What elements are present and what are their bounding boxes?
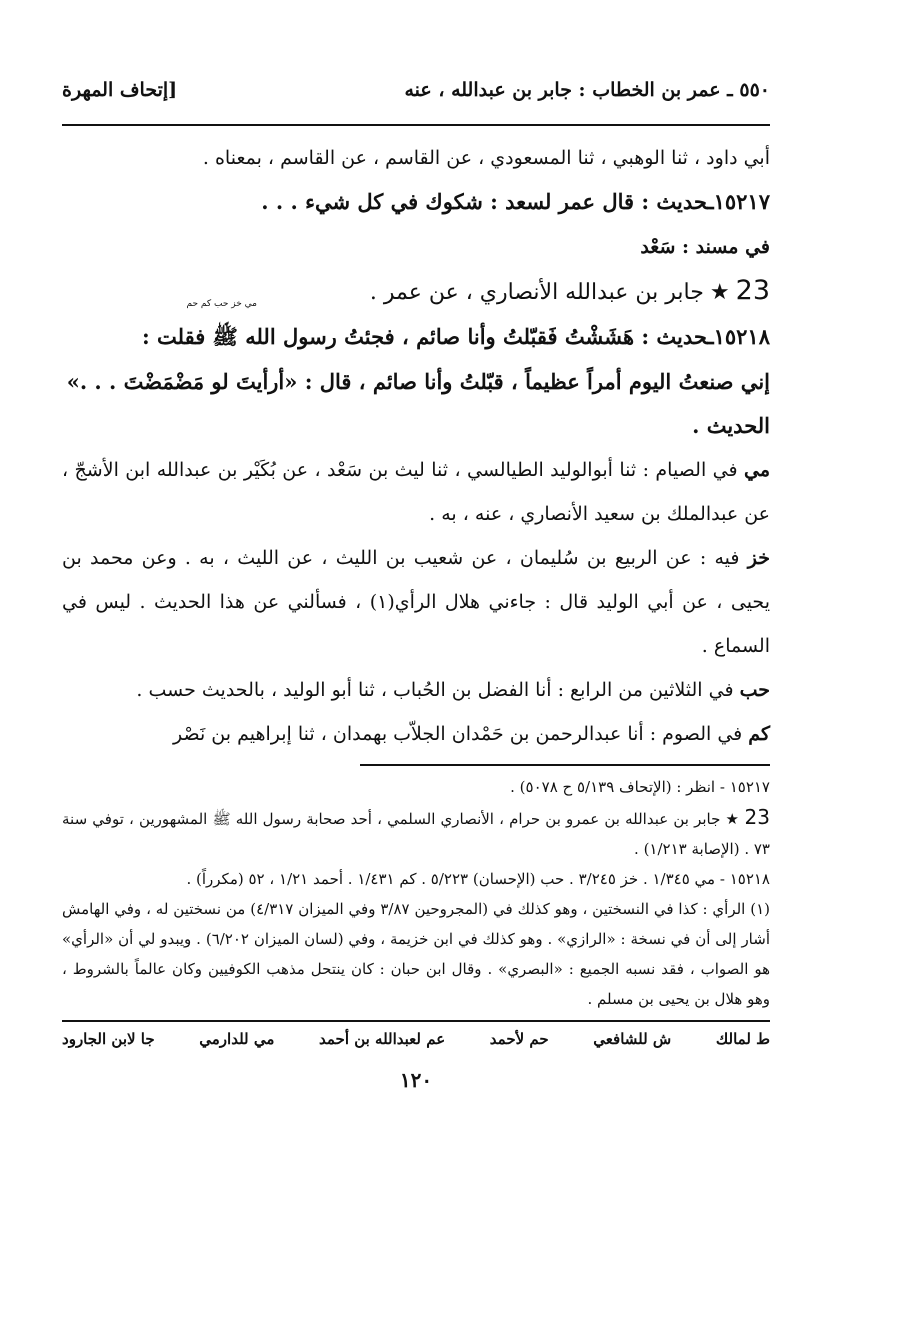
header-left: [إتحاف المهرة: [62, 79, 178, 101]
footnote-rule: [360, 764, 770, 766]
source-mi: [62, 448, 770, 536]
hadith-number: ١٥٢١٨: [713, 324, 770, 349]
source-text: في الصيام : ثنا أبوالوليد الطيالسي ، ثنا ليث بن سَعْد ، عن بُكَيْر بن عبدالله ابن الأشجّ ، عن عبدالملك بن سعيد الأنصاري ، عنه ، به .: [62, 459, 770, 525]
abbr-item: ش للشافعي: [593, 1030, 672, 1048]
hadith-text: ـحديث : هَشَشْتُ فَقبّلتُ وأنا صائم ، فجئتُ رسول الله ﷺ فقلت :: [141, 324, 714, 349]
header-rule: [62, 124, 770, 126]
hadith-15218-end: الحديث .: [692, 413, 770, 438]
running-header: [62, 70, 770, 110]
musnad-line: في مسند : سَعْد: [640, 236, 770, 258]
hadith-number: ١٥٢١٧: [713, 189, 770, 214]
footnote-23: [62, 802, 770, 864]
source-hb: [62, 668, 770, 712]
source-text: فيه : عن الربيع بن سُليمان ، عن شعيب بن الليث ، عن الليث ، به . وعن محمد بن يحيى ، عن أبي الوليد قال : جاءني هلال الرأي(١) ، فسألني عن هذا الحديث . ليس في السماع .: [62, 547, 770, 657]
hadith-15217: [62, 180, 770, 225]
footnote-text: جابر بن عبدالله بن عمرو بن حرام ، الأنصاري السلمي ، أحد صحابة رسول الله ﷺ المشهورين ، توفي سنة ٧٣ . (الإصابة ١/٢١٣) .: [62, 810, 770, 858]
header-right: ٥٥٠ ـ عمر بن الخطاب : جابر بن عبدالله ، عنه: [404, 79, 770, 101]
section-number: 23: [735, 275, 770, 306]
hadith-15218: [62, 315, 770, 360]
footnote-15217: ١٥٢١٧ - انظر : (الإتحاف ٥/١٣٩ ح ٥٠٧٨) .: [510, 778, 770, 796]
source-text: في الصوم : أنا عبدالرحمن بن حَمْدان الجلاّب بهمدان ، ثنا إبراهيم بن نَصْر: [173, 723, 743, 745]
source-abbr: مي: [743, 459, 770, 481]
source-text: في الثلاثين من الرابع : أنا الفضل بن الحُباب ، ثنا أبو الوليد ، بالحديث حسب .: [136, 679, 734, 701]
star-icon: ★: [725, 810, 740, 828]
abbr-item: عم لعبدالله بن أحمد: [319, 1030, 446, 1048]
abbr-item: ط لمالك: [715, 1030, 770, 1048]
abbr-item: جا لابن الجارود: [62, 1030, 155, 1048]
footnote-15218: ١٥٢١٨ - مي ١/٣٤٥ . خز ٣/٢٤٥ . حب (الإحسان) ٥/٢٢٣ . كم ١/٤٣١ . أحمد ١/٢١ ، ٥٢ (مكرراً) .: [186, 870, 770, 888]
hadith-15218-cont: إني صنعتُ اليوم أمراً عظيماً ، قبّلتُ وأنا صائم ، قال : «أرأيتَ لو مَضْمَضْتَ . . .»: [66, 369, 770, 394]
continuation-line: أبي داود ، ثنا الوهبي ، ثنا المسعودي ، عن القاسم ، عن القاسم ، بمعناه .: [202, 147, 770, 169]
bottom-rule: [62, 1020, 770, 1022]
footnotes: [62, 772, 770, 1014]
source-km: [62, 712, 770, 756]
page-number: ١٢٠: [399, 1068, 433, 1092]
section-23: [62, 269, 770, 315]
hadith-text: ـحديث : قال عمر لسعد : شكوك في كل شيء . . .: [261, 189, 714, 214]
star-icon: ★: [709, 280, 730, 305]
abbr-item: مي للدارمي: [199, 1030, 275, 1048]
section-title: جابر بن عبدالله الأنصاري ، عن عمر .: [369, 280, 704, 305]
footnote-1: (١) الرأي : كذا في النسختين ، وهو كذلك في (المجروحين ٣/٨٧ وفي الميزان ٤/٣١٧) من نسختين له ، وفي الهامش أشار إلى أن في نسخة : «الرازي» . وهو كذلك في ابن خزيمة ، وفي (لسان الميزان ٦/٢٠٢) . ويبدو لي أن «الرأي» هو الصواب ، فقد نسبه الجميع : «البصري» . وقال ابن حبان : كان ينتحل مذهب الكوفيين وكان عالماً بالشروط ، وهو هلال بن يحيى بن مسلم .: [62, 900, 771, 1008]
abbr-item: حم لأحمد: [489, 1030, 549, 1048]
margin-gloss: مي خز حب كم حم: [186, 299, 257, 309]
abbreviation-key: [62, 1030, 770, 1048]
source-abbr: حب: [739, 679, 770, 701]
main-text: [62, 136, 770, 756]
source-khz: [62, 536, 770, 668]
footnote-number: 23: [744, 805, 770, 829]
source-abbr: خز: [747, 547, 770, 569]
page: [62, 70, 770, 1092]
source-abbr: كم: [748, 723, 770, 745]
